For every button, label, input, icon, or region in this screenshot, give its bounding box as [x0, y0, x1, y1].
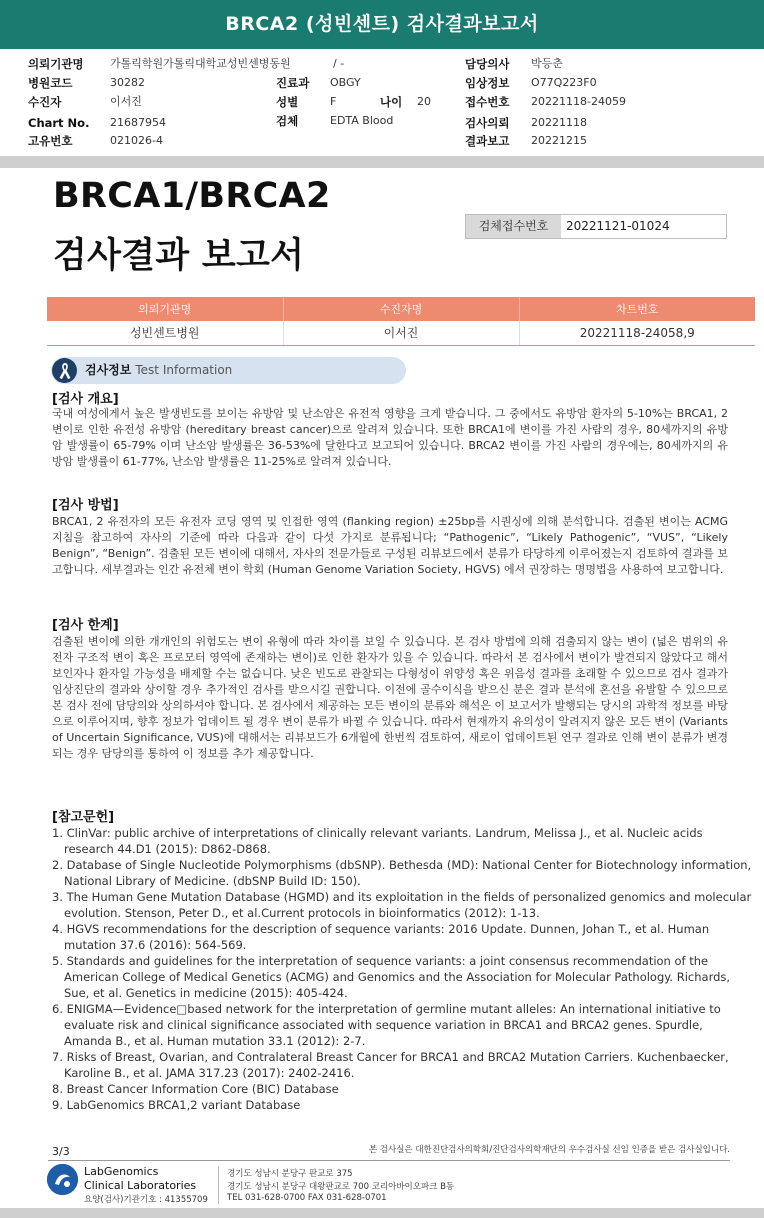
table-row — [47, 321, 755, 345]
list-item: 2. Database of Single Nucleotide Polymorphisms (dbSNP). Bethesda (MD): National Center for Biotechnology information, National Library of Medicine. (dbSNP Build ID: 150). — [52, 858, 752, 888]
header-separator — [0, 156, 764, 168]
meta-chart-no-label: Chart No. — [28, 116, 90, 130]
meta-institution — [28, 56, 84, 73]
list-item: 5. Standards and guidelines for the interpretation of sequence variants: a joint consensus recommendation of the American College of Medical Genetics (ACMG) and Genomics and the Association for Molecular Pathology. Richards, Sue, et al. Genetics in medicine (2015): 405-424. — [52, 954, 731, 1000]
test-info-label — [85, 357, 232, 384]
section-text-method: BRCA1, 2 유전자의 모든 유전자 코딩 영역 및 인접한 영역 (flanking region) ±25bp를 시퀀싱에 의해 분석합니다. 검출된 변이는 ACMG 지침을 참고하여 자사의 기준에 따라 다음과 같이 다섯 가지로 분류됩니다; “Pathogenic”, “Likely Pathogenic”, “VUS”, “Likely Benign”, “Benign”. 검출된 모든 변이에 대해서, 자사의 전문가들로 구성된 리뷰보드에서 분류가 타당하게 이루어졌는지 검토하여 결과를 보고합니다. 세부결과는 인간 유전체 변이 학회 (Human Genome Variation Society, HGVS) 에서 권장하는 명명법을 사용하여 보고합니다. — [52, 515, 728, 576]
meta-unique-no-label: 고유번호 — [28, 134, 73, 148]
meta-dept-value-wrap — [330, 75, 361, 91]
meta-request-value: 20221118 — [531, 116, 587, 129]
table-cell-institution: 성빈센트병원 — [47, 321, 283, 345]
meta-age-label: 나이 — [380, 95, 403, 109]
meta-clinical — [465, 75, 509, 92]
meta-ward-wrap — [333, 56, 344, 72]
section-title-method: [검사 방법] — [52, 498, 119, 513]
meta-age — [380, 94, 402, 111]
meta-request — [465, 115, 509, 132]
meta-chart-no-value: 21687954 — [110, 116, 166, 129]
table-header-chart: 차트번호 — [519, 297, 755, 321]
accreditation-note: 본 검사실은 대한진단검사의학회/진단검사의학재단의 우수검사실 신임 인증을 받은 검사실입니다. — [368, 1145, 730, 1155]
table-header-institution: 의뢰기관명 — [47, 297, 283, 321]
report-title-line1: BRCA1/BRCA2 — [53, 176, 331, 216]
address-line1: 경기도 성남시 분당구 판교로 375 — [227, 1169, 353, 1179]
meta-hospital-code-value-wrap — [110, 75, 145, 91]
meta-patient-value: 이서진 — [110, 95, 142, 108]
meta-ward-value: / - — [333, 57, 345, 70]
meta-chart-no — [28, 115, 89, 132]
table-cell-chart: 20221118-24058,9 — [519, 321, 755, 345]
section-title-references: [참고문헌] — [52, 810, 115, 825]
meta-age-value-wrap — [417, 94, 431, 110]
meta-doctor-value-wrap — [531, 56, 563, 72]
meta-report — [465, 133, 509, 150]
meta-specimen-label: 검체 — [276, 114, 299, 128]
meta-receipt — [465, 94, 509, 111]
ribbon-icon — [52, 358, 77, 383]
bottom-bar — [0, 1208, 764, 1218]
meta-doctor-value: 박등춘 — [531, 57, 563, 70]
section-title-overview: [검사 개요] — [52, 392, 119, 407]
list-item: 3. The Human Gene Mutation Database (HGMD) and its exploitation in the fields of personalized genomics and molecular evolution. Stenson, Peter D., et al.Current protocols in bioinformatics (2012): 1-13. — [52, 890, 752, 920]
meta-patient — [28, 94, 61, 111]
report-header-bar — [0, 0, 764, 49]
meta-unique-no-value-wrap — [110, 133, 163, 149]
meta-institution-value-wrap — [110, 56, 291, 72]
section-text-overview: 국내 여성에게서 높은 발생빈도를 보이는 유방암 및 난소암은 유전적 영향을 크게 받습니다. 그 중에서도 유방암 환자의 5-10%는 BRCA1, 2 변이로 인한 유전성 유방암 (hereditary breast cancer)으로 알려져 있습니다. 또한 BRCA1에 변이를 가진 사람의 경우, 80세까지의 유방암 발생률이 65-79% 이며 난소암 발생률은 36-53%에 달한다고 보고되어 있습니다. BRCA2 변이를 가진 사람의 경우에는, 80세까지의 유방암 발생률이 61-77%, 난소암 발생률은 11-25%로 알려져 있습니다. — [52, 407, 728, 468]
test-info-label-en: Test Information — [135, 363, 233, 377]
meta-hospital-code-label: 병원코드 — [28, 76, 73, 90]
specimen-receipt-box — [465, 214, 727, 239]
meta-unique-no — [28, 133, 72, 150]
meta-request-label: 검사의뢰 — [465, 116, 510, 130]
meta-patient-value-wrap — [110, 94, 142, 110]
reference-list — [52, 825, 752, 1113]
phone-fax: TEL 031-628-0700 FAX 031-628-0701 — [227, 1193, 387, 1203]
meta-patient-label: 수진자 — [28, 95, 62, 109]
meta-receipt-value-wrap — [531, 94, 626, 110]
labgenomics-logo-icon — [47, 1164, 78, 1195]
meta-specimen-value-wrap — [330, 113, 393, 129]
meta-institution-label: 의뢰기관명 — [28, 57, 84, 71]
meta-dept — [276, 75, 309, 92]
meta-report-label: 결과보고 — [465, 134, 510, 148]
meta-sex-label: 성별 — [276, 95, 299, 109]
section-text-limit: 검출된 변이에 의한 개개인의 위험도는 변이 유형에 따라 차이를 보일 수 있습니다. 본 검사 방법에 의해 검출되지 않는 변이 (넓은 범위의 유전자 구조적 변이 혹은 프로모터 영역에 존재하는 변이)로 인한 환자가 있을 수 있습니다. 따라서 본 검사에서 변이가 발견되지 않았다고 해서 보인자나 환자일 가능성을 배제할 수는 없습니다. 낮은 빈도로 관찰되는 다형성이 위양성 혹은 위음성 결과를 초래할 수 있으므로 검사 결과가 임상진단의 결과와 상이할 경우 추가적인 검사를 받으시길 권합니다. 이전에 골수이식을 받으신 분은 결과 분석에 혼선을 유발할 수 있으므로 본 검사 전에 담당의와 상의하셔야 합니다. 본 검사에서 제공하는 모든 변이의 분류와 해석은 이 보고서가 발행되는 당시의 과학적 정보를 바탕으로 이루어지며, 향후 정보가 업데이트 될 경우 변이 분류가 바뀔 수 있습니다. 따라서 현재까지 유의성이 알려지지 않은 모든 변이 (Variants of Uncertain Significance, VUS)에 대해서는 리뷰보드가 6개월에 한번씩 검토하여, 새로이 업데이트된 연구 결과로 인해 변이 분류가 변경되는 경우 담당의를 통하여 이 정보를 추가 제공합니다. — [52, 635, 728, 760]
table-header-patient: 수진자명 — [283, 297, 519, 321]
meta-dept-label: 진료과 — [276, 76, 310, 90]
report-title-line2: 검사결과 보고서 — [53, 236, 305, 276]
footer-vertical-divider — [218, 1166, 219, 1204]
meta-clinical-value: O77Q223F0 — [531, 76, 597, 89]
footer-divider — [48, 1160, 730, 1161]
test-info-pill — [51, 357, 406, 384]
meta-sex — [276, 94, 298, 111]
institution-code: 요양(검사)기관기호 : 41355709 — [84, 1195, 208, 1205]
meta-specimen-value: EDTA Blood — [330, 114, 394, 127]
meta-doctor-label: 담당의사 — [465, 57, 510, 71]
specimen-receipt-label: 검체접수번호 — [466, 215, 561, 238]
patient-info-table — [47, 297, 755, 346]
meta-receipt-value: 20221118-24059 — [531, 95, 626, 108]
list-item: 7. Risks of Breast, Ovarian, and Contralateral Breast Cancer for BRCA1 and BRCA2 Mutation Carriers. Kuchenbaecker, Karoline B., et al. JAMA 317.23 (2017): 2402-2416. — [52, 1050, 729, 1080]
meta-specimen — [276, 113, 298, 130]
meta-doctor — [465, 56, 509, 73]
meta-sex-value-wrap — [330, 94, 336, 110]
company-name-line2: Clinical Laboratories — [84, 1179, 197, 1192]
specimen-receipt-value: 20221121-01024 — [566, 219, 670, 233]
meta-hospital-code — [28, 75, 72, 92]
meta-institution-value: 가톨릭학원가톨릭대학교성빈센병동원 — [110, 57, 291, 70]
list-item: 8. Breast Cancer Information Core (BIC) Database — [52, 1082, 339, 1096]
section-title-limit: [검사 한계] — [52, 618, 119, 633]
meta-request-value-wrap — [531, 115, 587, 131]
meta-receipt-label: 접수번호 — [465, 95, 510, 109]
list-item: 9. LabGenomics BRCA1,2 variant Database — [52, 1098, 301, 1112]
meta-dept-value: OBGY — [330, 76, 361, 89]
meta-clinical-value-wrap — [531, 75, 597, 91]
meta-report-value-wrap — [531, 133, 587, 149]
meta-age-value: 20 — [417, 95, 431, 108]
meta-clinical-label: 임상정보 — [465, 76, 510, 90]
meta-sex-value: F — [330, 95, 337, 108]
meta-hospital-code-value: 30282 — [110, 76, 145, 89]
list-item: 6. ENIGMA—Evidence□based network for the interpretation of germline mutant alleles: An international initiative to evaluate risk and clinical significance associated with sequence variation in BRCA1 and BRCA2 genes. Spurdle, Amanda B., et al. Human mutation 33.1 (2012): 2-7. — [52, 1002, 721, 1048]
table-cell-patient: 이서진 — [283, 321, 519, 345]
page-number: 3/3 — [52, 1145, 70, 1158]
address-line2: 경기도 성남시 분당구 대왕판교로 700 코리아바이오파크 B동 — [227, 1182, 455, 1192]
meta-report-value: 20221215 — [531, 134, 587, 147]
company-name-line1: LabGenomics — [84, 1165, 159, 1178]
list-item: 1. ClinVar: public archive of interpretations of clinically relevant variants. Landrum, Melissa J., et al. Nucleic acids research 44.D1 (2015): D862-D868. — [52, 826, 703, 856]
meta-unique-no-value: 021026-4 — [110, 134, 163, 147]
test-info-label-ko: 검사정보 — [85, 363, 132, 377]
list-item: 4. HGVS recommendations for the description of sequence variants: 2016 Update. Dunnen, Johan T., et al. Human mutation 37.6 (2016): 564-569. — [52, 922, 710, 952]
meta-chart-no-value-wrap — [110, 115, 166, 131]
report-header-title: BRCA2 (성빈센트) 검사결과보고서 — [225, 13, 539, 35]
